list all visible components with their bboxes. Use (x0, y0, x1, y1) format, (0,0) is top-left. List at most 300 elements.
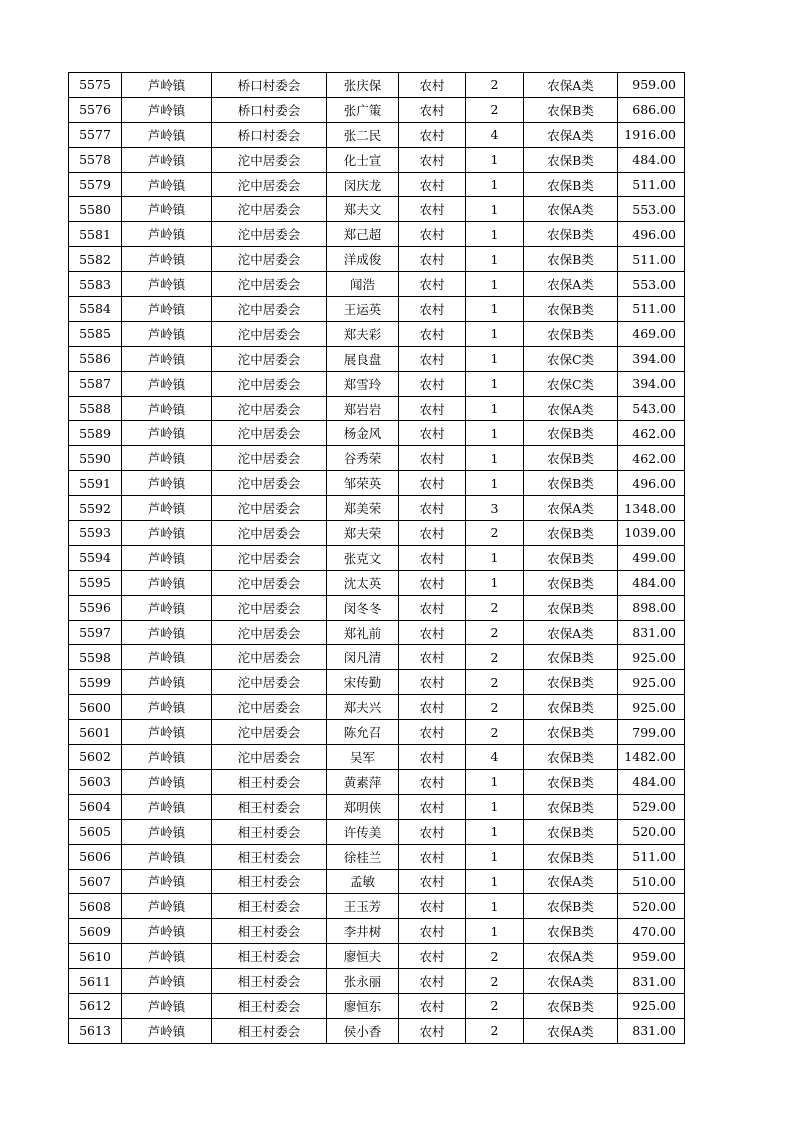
committee-cell: 沱中居委会 (212, 570, 327, 595)
name-cell: 谷秀荣 (327, 446, 399, 471)
area-type-cell: 农村 (399, 645, 466, 670)
table-row (69, 993, 685, 1018)
town-cell: 芦岭镇 (122, 321, 212, 346)
committee-cell: 沱中居委会 (212, 147, 327, 172)
household-count-cell: 2 (466, 969, 524, 994)
household-count-cell: 3 (466, 496, 524, 521)
category-cell: 农保B类 (524, 794, 618, 819)
table-row (69, 944, 685, 969)
amount-cell: 496.00 (618, 222, 685, 247)
area-type-cell: 农村 (399, 670, 466, 695)
row-number-cell: 5590 (69, 446, 122, 471)
committee-cell: 沱中居委会 (212, 346, 327, 371)
area-type-cell: 农村 (399, 471, 466, 496)
committee-cell: 沱中居委会 (212, 321, 327, 346)
category-cell: 农保B类 (524, 446, 618, 471)
row-number-cell: 5577 (69, 122, 122, 147)
area-type-cell: 农村 (399, 346, 466, 371)
household-count-cell: 1 (466, 321, 524, 346)
name-cell: 王玉芳 (327, 894, 399, 919)
name-cell: 闵冬冬 (327, 595, 399, 620)
amount-cell: 484.00 (618, 147, 685, 172)
committee-cell: 沱中居委会 (212, 371, 327, 396)
amount-cell: 1039.00 (618, 521, 685, 546)
amount-cell: 925.00 (618, 695, 685, 720)
name-cell: 闵凡清 (327, 645, 399, 670)
area-type-cell: 农村 (399, 570, 466, 595)
name-cell: 郑己超 (327, 222, 399, 247)
name-cell: 杨金风 (327, 421, 399, 446)
table-row (69, 371, 685, 396)
name-cell: 郑明侠 (327, 794, 399, 819)
category-cell: 农保B类 (524, 545, 618, 570)
name-cell: 孟敏 (327, 869, 399, 894)
town-cell: 芦岭镇 (122, 620, 212, 645)
row-number-cell: 5596 (69, 595, 122, 620)
town-cell: 芦岭镇 (122, 446, 212, 471)
table-row (69, 272, 685, 297)
row-number-cell: 5600 (69, 695, 122, 720)
table-row (69, 321, 685, 346)
town-cell: 芦岭镇 (122, 172, 212, 197)
town-cell: 芦岭镇 (122, 222, 212, 247)
name-cell: 郑礼前 (327, 620, 399, 645)
town-cell: 芦岭镇 (122, 894, 212, 919)
town-cell: 芦岭镇 (122, 844, 212, 869)
amount-cell: 553.00 (618, 197, 685, 222)
row-number-cell: 5609 (69, 919, 122, 944)
area-type-cell: 农村 (399, 297, 466, 322)
committee-cell: 相王村委会 (212, 844, 327, 869)
category-cell: 农保B类 (524, 247, 618, 272)
committee-cell: 沱中居委会 (212, 421, 327, 446)
town-cell: 芦岭镇 (122, 969, 212, 994)
row-number-cell: 5593 (69, 521, 122, 546)
area-type-cell: 农村 (399, 496, 466, 521)
committee-cell: 相王村委会 (212, 794, 327, 819)
household-count-cell: 1 (466, 297, 524, 322)
category-cell: 农保B类 (524, 521, 618, 546)
category-cell: 农保A类 (524, 620, 618, 645)
category-cell: 农保B类 (524, 172, 618, 197)
amount-cell: 496.00 (618, 471, 685, 496)
household-count-cell: 1 (466, 396, 524, 421)
town-cell: 芦岭镇 (122, 794, 212, 819)
amount-cell: 511.00 (618, 247, 685, 272)
table-row (69, 844, 685, 869)
row-number-cell: 5592 (69, 496, 122, 521)
category-cell: 农保B类 (524, 919, 618, 944)
table-row (69, 73, 685, 98)
area-type-cell: 农村 (399, 446, 466, 471)
area-type-cell: 农村 (399, 969, 466, 994)
row-number-cell: 5594 (69, 545, 122, 570)
committee-cell: 桥口村委会 (212, 97, 327, 122)
category-cell: 农保B类 (524, 844, 618, 869)
category-cell: 农保B类 (524, 97, 618, 122)
household-count-cell: 1 (466, 247, 524, 272)
name-cell: 廖恒东 (327, 993, 399, 1018)
table-row (69, 969, 685, 994)
category-cell: 农保B类 (524, 993, 618, 1018)
town-cell: 芦岭镇 (122, 396, 212, 421)
household-count-cell: 2 (466, 993, 524, 1018)
amount-cell: 484.00 (618, 769, 685, 794)
category-cell: 农保A类 (524, 869, 618, 894)
name-cell: 李井树 (327, 919, 399, 944)
name-cell: 张二民 (327, 122, 399, 147)
household-count-cell: 2 (466, 645, 524, 670)
household-count-cell: 2 (466, 620, 524, 645)
committee-cell: 沱中居委会 (212, 595, 327, 620)
table-row (69, 894, 685, 919)
category-cell: 农保A类 (524, 496, 618, 521)
category-cell: 农保A类 (524, 197, 618, 222)
household-count-cell: 1 (466, 844, 524, 869)
table-body (69, 73, 685, 1044)
household-count-cell: 1 (466, 570, 524, 595)
category-cell: 农保B类 (524, 222, 618, 247)
town-cell: 芦岭镇 (122, 1018, 212, 1043)
town-cell: 芦岭镇 (122, 471, 212, 496)
area-type-cell: 农村 (399, 769, 466, 794)
area-type-cell: 农村 (399, 73, 466, 98)
row-number-cell: 5580 (69, 197, 122, 222)
area-type-cell: 农村 (399, 819, 466, 844)
name-cell: 郑夫兴 (327, 695, 399, 720)
category-cell: 农保A类 (524, 122, 618, 147)
table-row (69, 496, 685, 521)
amount-cell: 925.00 (618, 993, 685, 1018)
row-number-cell: 5583 (69, 272, 122, 297)
row-number-cell: 5604 (69, 794, 122, 819)
row-number-cell: 5575 (69, 73, 122, 98)
area-type-cell: 农村 (399, 147, 466, 172)
name-cell: 郑夫荣 (327, 521, 399, 546)
area-type-cell: 农村 (399, 894, 466, 919)
committee-cell: 沱中居委会 (212, 670, 327, 695)
table-row (69, 545, 685, 570)
town-cell: 芦岭镇 (122, 645, 212, 670)
area-type-cell: 农村 (399, 247, 466, 272)
category-cell: 农保C类 (524, 346, 618, 371)
row-number-cell: 5589 (69, 421, 122, 446)
table-row (69, 297, 685, 322)
town-cell: 芦岭镇 (122, 695, 212, 720)
amount-cell: 520.00 (618, 894, 685, 919)
name-cell: 许传美 (327, 819, 399, 844)
town-cell: 芦岭镇 (122, 944, 212, 969)
category-cell: 农保B类 (524, 645, 618, 670)
name-cell: 闻浩 (327, 272, 399, 297)
amount-cell: 959.00 (618, 73, 685, 98)
table-row (69, 396, 685, 421)
committee-cell: 沱中居委会 (212, 446, 327, 471)
amount-cell: 470.00 (618, 919, 685, 944)
table-row (69, 172, 685, 197)
name-cell: 陈允召 (327, 720, 399, 745)
amount-cell: 799.00 (618, 720, 685, 745)
committee-cell: 桥口村委会 (212, 73, 327, 98)
row-number-cell: 5601 (69, 720, 122, 745)
name-cell: 侯小香 (327, 1018, 399, 1043)
committee-cell: 沱中居委会 (212, 545, 327, 570)
amount-cell: 1348.00 (618, 496, 685, 521)
category-cell: 农保B类 (524, 670, 618, 695)
name-cell: 沈太英 (327, 570, 399, 595)
category-cell: 农保A类 (524, 944, 618, 969)
table-row (69, 595, 685, 620)
committee-cell: 相王村委会 (212, 969, 327, 994)
category-cell: 农保A类 (524, 396, 618, 421)
category-cell: 农保B类 (524, 720, 618, 745)
household-count-cell: 1 (466, 197, 524, 222)
row-number-cell: 5610 (69, 944, 122, 969)
area-type-cell: 农村 (399, 844, 466, 869)
town-cell: 芦岭镇 (122, 570, 212, 595)
amount-cell: 1482.00 (618, 745, 685, 770)
household-count-cell: 1 (466, 147, 524, 172)
area-type-cell: 农村 (399, 620, 466, 645)
area-type-cell: 农村 (399, 396, 466, 421)
committee-cell: 相王村委会 (212, 819, 327, 844)
row-number-cell: 5579 (69, 172, 122, 197)
table-row (69, 720, 685, 745)
table-row (69, 670, 685, 695)
row-number-cell: 5582 (69, 247, 122, 272)
town-cell: 芦岭镇 (122, 720, 212, 745)
table-row (69, 197, 685, 222)
household-count-cell: 2 (466, 670, 524, 695)
data-table (68, 72, 685, 1044)
town-cell: 芦岭镇 (122, 346, 212, 371)
area-type-cell: 农村 (399, 745, 466, 770)
household-count-cell: 1 (466, 446, 524, 471)
table-row (69, 97, 685, 122)
committee-cell: 沱中居委会 (212, 695, 327, 720)
town-cell: 芦岭镇 (122, 869, 212, 894)
amount-cell: 511.00 (618, 297, 685, 322)
committee-cell: 相王村委会 (212, 944, 327, 969)
area-type-cell: 农村 (399, 321, 466, 346)
amount-cell: 925.00 (618, 670, 685, 695)
household-count-cell: 2 (466, 944, 524, 969)
table-row (69, 346, 685, 371)
table-row (69, 769, 685, 794)
town-cell: 芦岭镇 (122, 421, 212, 446)
amount-cell: 553.00 (618, 272, 685, 297)
row-number-cell: 5587 (69, 371, 122, 396)
category-cell: 农保B类 (524, 819, 618, 844)
name-cell: 洋成俊 (327, 247, 399, 272)
town-cell: 芦岭镇 (122, 919, 212, 944)
household-count-cell: 2 (466, 521, 524, 546)
town-cell: 芦岭镇 (122, 97, 212, 122)
row-number-cell: 5578 (69, 147, 122, 172)
area-type-cell: 农村 (399, 993, 466, 1018)
town-cell: 芦岭镇 (122, 247, 212, 272)
household-count-cell: 2 (466, 73, 524, 98)
table-row (69, 620, 685, 645)
committee-cell: 沱中居委会 (212, 620, 327, 645)
amount-cell: 510.00 (618, 869, 685, 894)
category-cell: 农保B类 (524, 745, 618, 770)
town-cell: 芦岭镇 (122, 670, 212, 695)
category-cell: 农保B类 (524, 595, 618, 620)
town-cell: 芦岭镇 (122, 371, 212, 396)
committee-cell: 沱中居委会 (212, 222, 327, 247)
town-cell: 芦岭镇 (122, 595, 212, 620)
name-cell: 王运英 (327, 297, 399, 322)
household-count-cell: 2 (466, 595, 524, 620)
name-cell: 闵庆龙 (327, 172, 399, 197)
area-type-cell: 农村 (399, 421, 466, 446)
category-cell: 农保B类 (524, 570, 618, 595)
household-count-cell: 1 (466, 272, 524, 297)
category-cell: 农保B类 (524, 894, 618, 919)
town-cell: 芦岭镇 (122, 122, 212, 147)
household-count-cell: 1 (466, 819, 524, 844)
amount-cell: 394.00 (618, 346, 685, 371)
household-count-cell: 1 (466, 172, 524, 197)
amount-cell: 499.00 (618, 545, 685, 570)
amount-cell: 898.00 (618, 595, 685, 620)
committee-cell: 沱中居委会 (212, 247, 327, 272)
household-count-cell: 2 (466, 695, 524, 720)
row-number-cell: 5611 (69, 969, 122, 994)
table-row (69, 247, 685, 272)
amount-cell: 520.00 (618, 819, 685, 844)
area-type-cell: 农村 (399, 944, 466, 969)
name-cell: 廖恒夫 (327, 944, 399, 969)
table-row (69, 570, 685, 595)
name-cell: 吴军 (327, 745, 399, 770)
area-type-cell: 农村 (399, 197, 466, 222)
town-cell: 芦岭镇 (122, 197, 212, 222)
category-cell: 农保B类 (524, 421, 618, 446)
table-row (69, 919, 685, 944)
category-cell: 农保B类 (524, 321, 618, 346)
household-count-cell: 4 (466, 122, 524, 147)
amount-cell: 831.00 (618, 969, 685, 994)
area-type-cell: 农村 (399, 1018, 466, 1043)
row-number-cell: 5588 (69, 396, 122, 421)
category-cell: 农保A类 (524, 272, 618, 297)
name-cell: 张广策 (327, 97, 399, 122)
committee-cell: 沱中居委会 (212, 272, 327, 297)
amount-cell: 529.00 (618, 794, 685, 819)
name-cell: 展良盘 (327, 346, 399, 371)
committee-cell: 沱中居委会 (212, 745, 327, 770)
town-cell: 芦岭镇 (122, 521, 212, 546)
household-count-cell: 1 (466, 869, 524, 894)
area-type-cell: 农村 (399, 720, 466, 745)
household-count-cell: 1 (466, 471, 524, 496)
committee-cell: 沱中居委会 (212, 396, 327, 421)
table-row (69, 122, 685, 147)
table-row (69, 745, 685, 770)
area-type-cell: 农村 (399, 172, 466, 197)
row-number-cell: 5584 (69, 297, 122, 322)
area-type-cell: 农村 (399, 122, 466, 147)
household-count-cell: 4 (466, 745, 524, 770)
town-cell: 芦岭镇 (122, 73, 212, 98)
name-cell: 张克文 (327, 545, 399, 570)
town-cell: 芦岭镇 (122, 272, 212, 297)
household-count-cell: 2 (466, 720, 524, 745)
town-cell: 芦岭镇 (122, 297, 212, 322)
name-cell: 郑雪玲 (327, 371, 399, 396)
table-row (69, 446, 685, 471)
row-number-cell: 5595 (69, 570, 122, 595)
row-number-cell: 5613 (69, 1018, 122, 1043)
table-row (69, 1018, 685, 1043)
area-type-cell: 农村 (399, 97, 466, 122)
household-count-cell: 1 (466, 545, 524, 570)
committee-cell: 桥口村委会 (212, 122, 327, 147)
household-count-cell: 1 (466, 346, 524, 371)
name-cell: 郑岩岩 (327, 396, 399, 421)
committee-cell: 沱中居委会 (212, 297, 327, 322)
amount-cell: 511.00 (618, 844, 685, 869)
household-count-cell: 2 (466, 1018, 524, 1043)
table-row (69, 222, 685, 247)
area-type-cell: 农村 (399, 794, 466, 819)
row-number-cell: 5605 (69, 819, 122, 844)
town-cell: 芦岭镇 (122, 545, 212, 570)
amount-cell: 394.00 (618, 371, 685, 396)
table-row (69, 421, 685, 446)
committee-cell: 沱中居委会 (212, 471, 327, 496)
row-number-cell: 5607 (69, 869, 122, 894)
committee-cell: 沱中居委会 (212, 720, 327, 745)
town-cell: 芦岭镇 (122, 745, 212, 770)
row-number-cell: 5608 (69, 894, 122, 919)
name-cell: 张永丽 (327, 969, 399, 994)
area-type-cell: 农村 (399, 272, 466, 297)
area-type-cell: 农村 (399, 595, 466, 620)
committee-cell: 相王村委会 (212, 919, 327, 944)
category-cell: 农保A类 (524, 73, 618, 98)
name-cell: 张庆保 (327, 73, 399, 98)
name-cell: 化士宣 (327, 147, 399, 172)
amount-cell: 462.00 (618, 421, 685, 446)
committee-cell: 沱中居委会 (212, 172, 327, 197)
table-row (69, 695, 685, 720)
town-cell: 芦岭镇 (122, 147, 212, 172)
committee-cell: 沱中居委会 (212, 496, 327, 521)
category-cell: 农保A类 (524, 1018, 618, 1043)
name-cell: 郑美荣 (327, 496, 399, 521)
name-cell: 郑夫文 (327, 197, 399, 222)
category-cell: 农保A类 (524, 969, 618, 994)
household-count-cell: 1 (466, 371, 524, 396)
category-cell: 农保B类 (524, 297, 618, 322)
committee-cell: 沱中居委会 (212, 521, 327, 546)
table-row (69, 819, 685, 844)
household-count-cell: 1 (466, 894, 524, 919)
row-number-cell: 5599 (69, 670, 122, 695)
town-cell: 芦岭镇 (122, 769, 212, 794)
committee-cell: 沱中居委会 (212, 645, 327, 670)
row-number-cell: 5581 (69, 222, 122, 247)
row-number-cell: 5598 (69, 645, 122, 670)
row-number-cell: 5606 (69, 844, 122, 869)
table-row (69, 147, 685, 172)
amount-cell: 925.00 (618, 645, 685, 670)
committee-cell: 相王村委会 (212, 1018, 327, 1043)
category-cell: 农保B类 (524, 695, 618, 720)
